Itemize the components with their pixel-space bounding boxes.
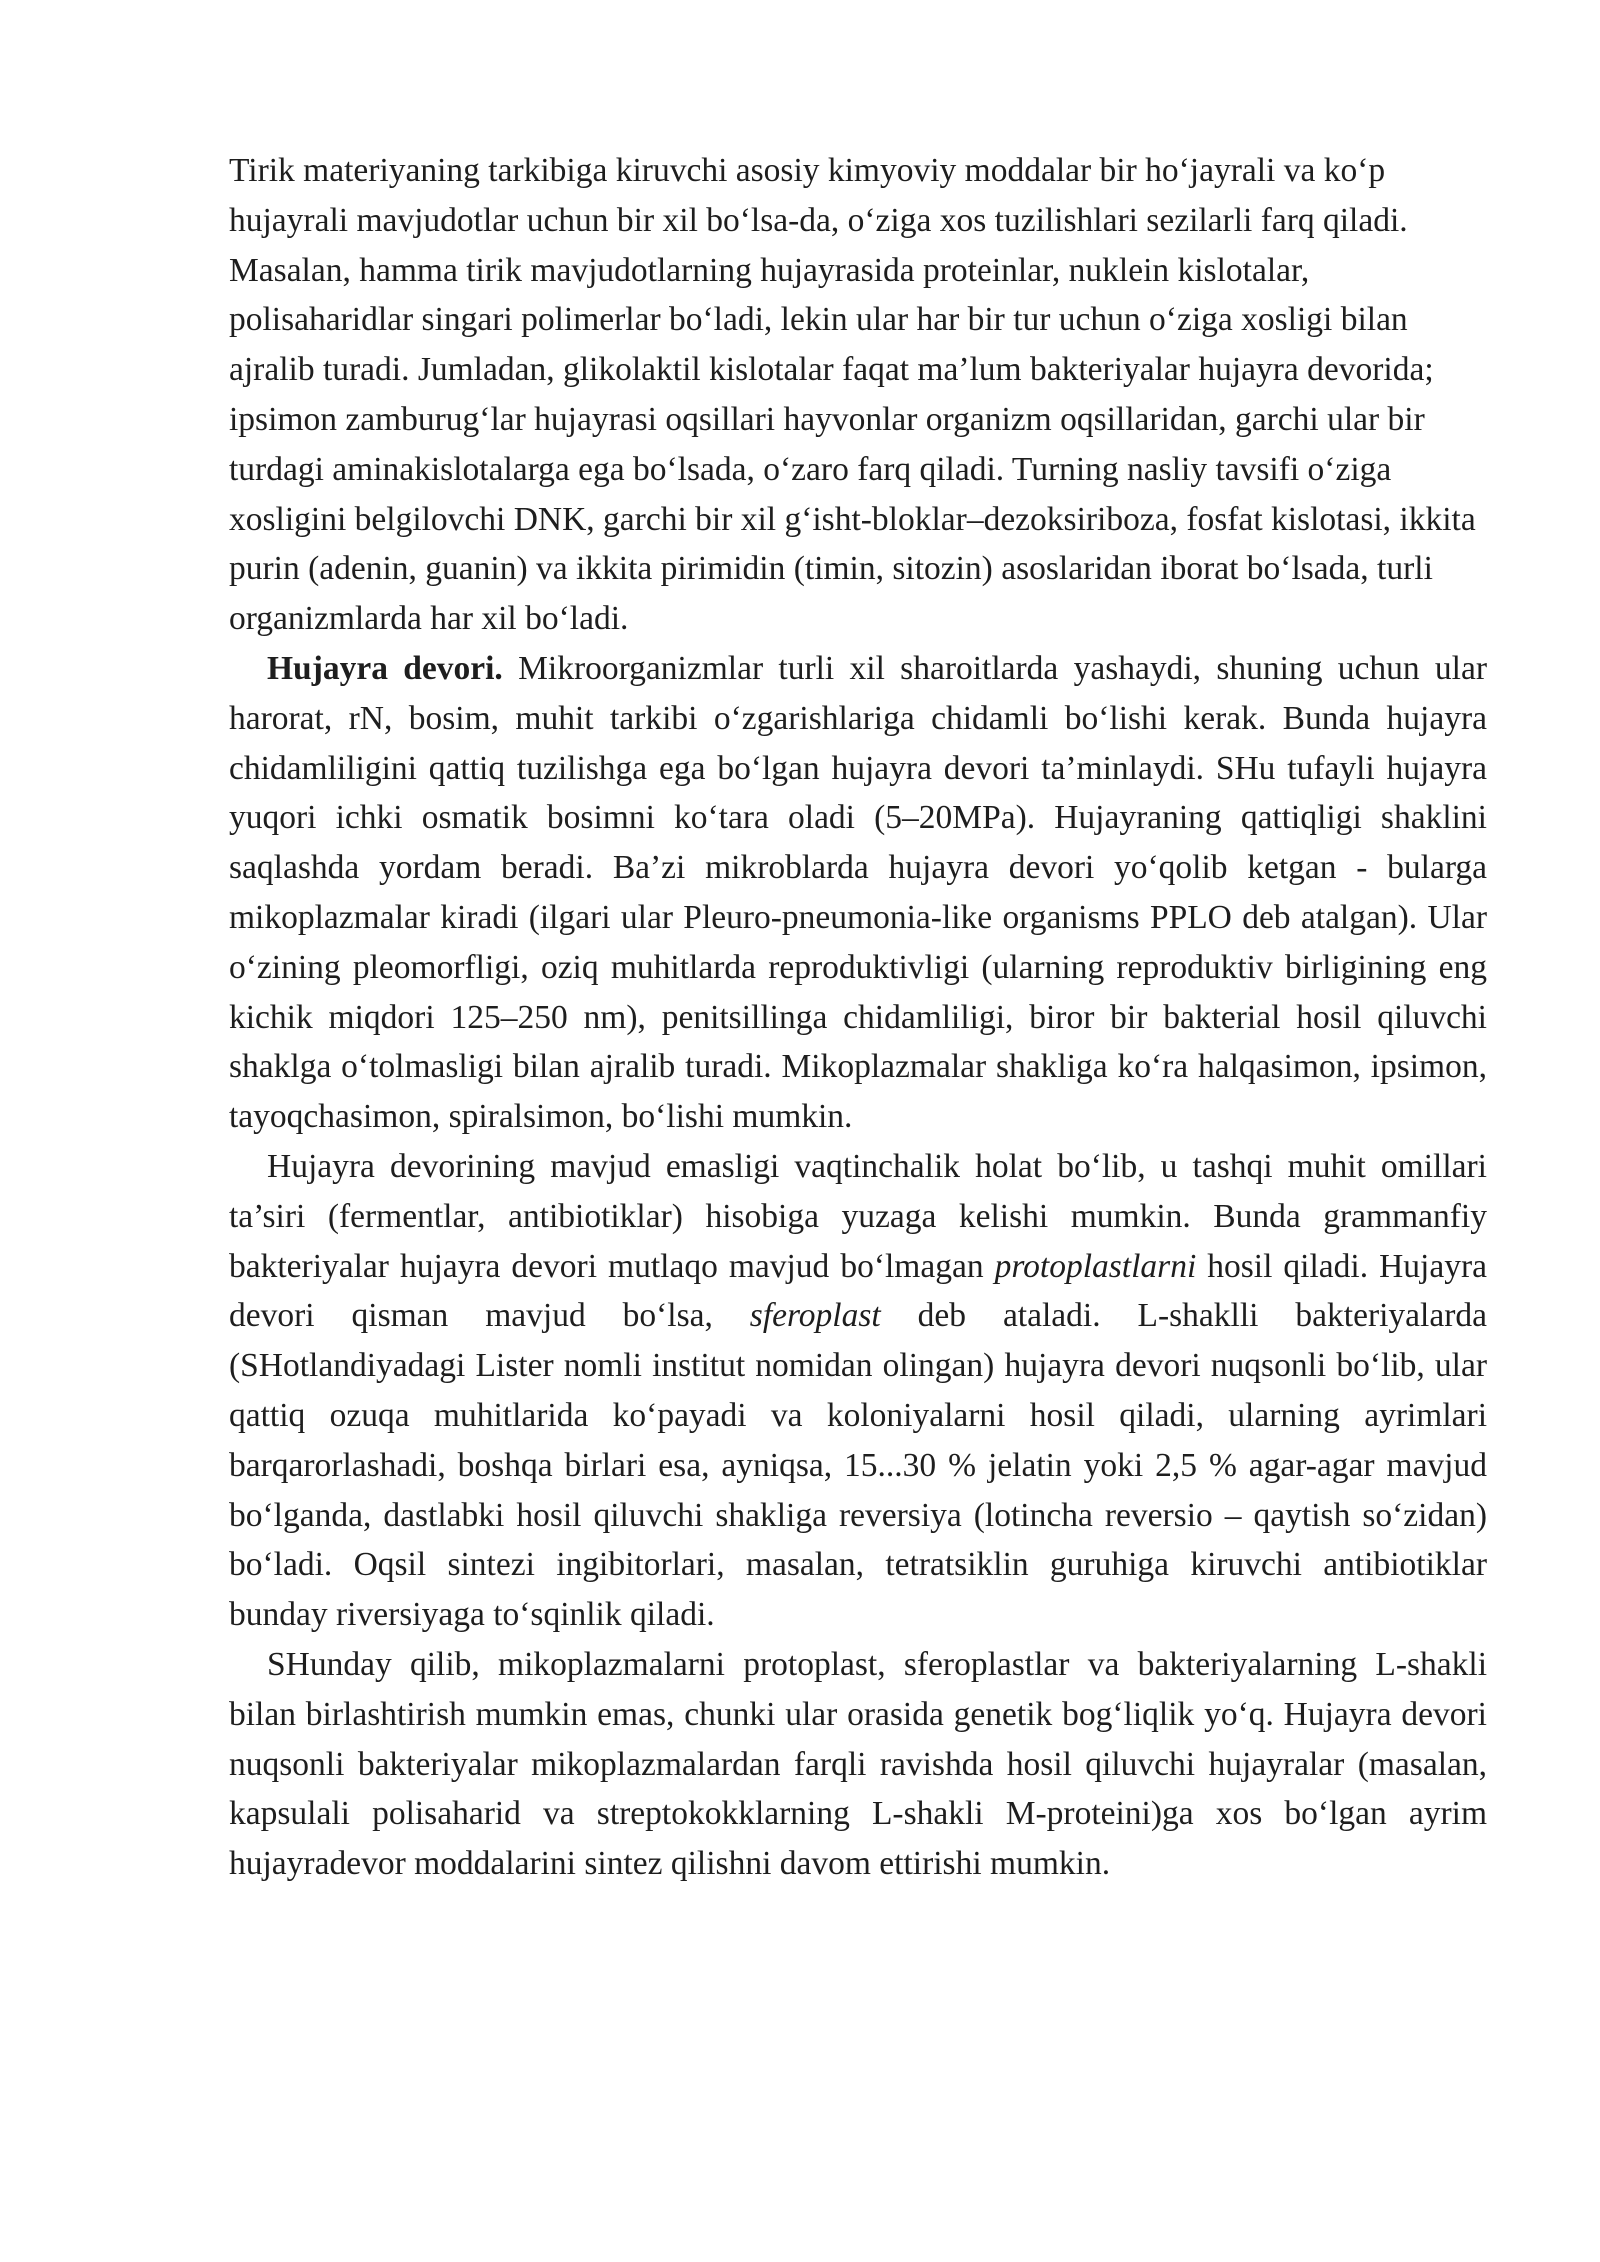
paragraph-cell-wall xyxy=(229,644,1487,1142)
paragraph-protoplasts-text-b: hosil qiladi. Hujayra devori qisman mavjud bo‘lsa, xyxy=(229,1247,1487,1335)
paragraph-protoplasts-text-a: Hujayra devorining mavjud emasligi vaqtinchalik holat bo‘lib, u tashqi muhit omillari ta’siri (fermentlar, antibiotiklar) hisobiga yuzaga kelishi mumkin. Bunda grammanfiy bakteriyalar hujayra devori mutlaqo mavjud bo‘lmagan xyxy=(229,1147,1487,1285)
paragraph-conclusion: SHunday qilib, mikoplazmalarni protoplast, sferoplastlar va bakteriyalarning L-shakli bilan birlashtirish mumkin emas, chunki ular orasida genetik bog‘liqlik yo‘q. Hujayra devori nuqsonli bakteriyalar mikoplazmalardan farqli ravishda hosil qiluvchi hujayralar (masalan, kapsulali polisaharid va streptokokklarning L-shakli M-proteini)ga xos bo‘lgan ayrim hujayradevor moddalarini sintez qilishni davom ettirishi mumkin. xyxy=(229,1645,1487,1883)
paragraph-protoplasts-text-c: deb ataladi. L-shaklli bakteriyalarda (SHotlandiyadagi Lister nomli institut nomidan olingan) hujayra devori nuqsonli bo‘lib, ular qattiq ozuqa muhitlarida ko‘payadi va koloniyalarni hosil qiladi, ularning ayrimlari barqarorlashadi, boshqa birlari esa, ayniqsa, 15...30 % jelatin yoki 2,5 % agar-agar mavjud bo‘lganda, dastlabki hosil qiluvchi shakliga reversiya (lotincha reversio – qaytish so‘zidan) bo‘ladi. Oqsil sintezi ingibitorlari, masalan, tetratsiklin guruhiga kiruvchi antibiotiklar bunday riversiyaga to‘sqinlik qiladi. xyxy=(229,1297,1487,1634)
section-heading-cell-wall: Hujayra devori. xyxy=(267,649,503,687)
document-body xyxy=(229,146,1487,1889)
paragraph-cell-wall-text: Mikroorganizmlar turli xil sharoitlarda yashaydi, shuning uchun ular harorat, rN, bosim, muhit tarkibi o‘zgarishlariga chidamli bo‘lishi kerak. Bunda hujayra chidamliligini qattiq tuzilishga ega bo‘lgan hujayra devori ta’minlaydi. SHu tufayli hujayra yuqori ichki osmatik bosimni ko‘tara oladi (5–20MPa). Hujayraning qattiqligi shaklini saqlashda yordam beradi. Ba’zi mikroblarda hujayra devori yo‘qolib ketgan - bularga mikoplazmalar kiradi (ilgari ular Pleuro-pneumonia-like organisms PPLO deb atalgan). Ular o‘zining pleomorfligi, oziq muhitlarda reproduktivligi (ularning reproduktiv birligining eng kichik miqdori 125–250 nm), penitsillinga chidamliligi, biror bir bakterial hosil qiluvchi shaklga o‘tolmasligi bilan ajralib turadi. Mikoplazmalar shakliga ko‘ra halqasimon, ipsimon, tayoqchasimon, spiralsimon, bo‘lishi mumkin. xyxy=(229,649,1487,1136)
term-protoplastlarni: protoplastlarni xyxy=(994,1247,1197,1285)
paragraph-intro: Tirik materiyaning tarkibiga kiruvchi asosiy kimyoviy moddalar bir ho‘jayrali va ko‘p hujayrali mavjudotlar uchun bir xil bo‘lsa-da, o‘ziga xos tuzilishlari sezilarli farq qiladi. Masalan, hamma tirik mavjudotlarning hujayrasida proteinlar, nuklein kislotalar, polisaharidlar singari polimerlar bo‘ladi, lekin ular har bir tur uchun o‘ziga xosligi bilan ajralib turadi. Jumladan, glikolaktil kislotalar faqat ma’lum bakteriyalar hujayra devorida; ipsimon zamburug‘lar hujayrasi oqsillari hayvonlar organizm oqsillaridan, garchi ular bir turdagi aminakislotalarga ega bo‘lsada, o‘zaro farq qiladi. Turning nasliy tavsifi o‘ziga xosligini belgilovchi DNK, garchi bir xil g‘isht-bloklar–dezoksiriboza, fosfat kislotasi, ikkita purin (adenin, guanin) va ikkita pirimidin (timin, sitozin) asoslaridan iborat bo‘lsada, turli organizmlarda har xil bo‘ladi. xyxy=(229,152,1476,638)
term-sferoplast: sferoplast xyxy=(749,1297,881,1335)
paragraph-protoplasts xyxy=(229,1142,1487,1640)
